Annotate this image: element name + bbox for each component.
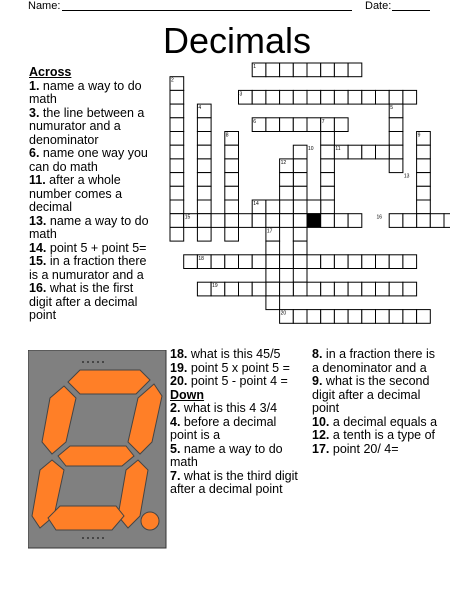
grid-cell[interactable] (293, 186, 307, 200)
grid-cell[interactable] (170, 186, 184, 200)
grid-cell[interactable] (252, 214, 266, 228)
grid-cell[interactable] (376, 255, 390, 269)
grid-cell[interactable] (184, 255, 198, 269)
grid-number: 7 (321, 118, 325, 125)
grid-cell[interactable] (293, 255, 307, 269)
clues-col2 (170, 348, 302, 497)
grid-cell[interactable] (225, 227, 239, 241)
grid-cell[interactable] (321, 282, 335, 296)
grid-number: 8 (225, 132, 229, 139)
grid-cell[interactable] (348, 310, 362, 324)
grid-cell[interactable] (362, 255, 376, 269)
grid-cell[interactable] (321, 255, 335, 269)
grid-cell[interactable] (293, 310, 307, 324)
grid-number: 1 (253, 64, 256, 70)
clue-text: what is the first digit after a decimal point (29, 281, 138, 322)
grid-cell[interactable] (417, 200, 431, 214)
grid-cell[interactable] (307, 200, 321, 214)
name-line[interactable] (62, 10, 352, 11)
grid-cell[interactable] (334, 118, 348, 132)
grid-cell[interactable] (170, 118, 184, 132)
grid-cell[interactable] (389, 255, 403, 269)
grid-cell[interactable] (197, 145, 211, 159)
grid-cell[interactable] (239, 282, 253, 296)
clue-number: 5. (170, 441, 181, 456)
grid-number: 16 (376, 214, 383, 221)
grid-cell[interactable] (389, 282, 403, 296)
grid-cell[interactable] (225, 214, 239, 228)
grid-cell[interactable] (376, 310, 390, 324)
clue-number: 2. (170, 401, 181, 415)
seven-segment-display-image (28, 350, 168, 550)
clue-number: 16. (29, 281, 47, 295)
grid-cell[interactable] (266, 63, 280, 77)
clue-15 (29, 255, 151, 282)
grid-cell[interactable] (170, 173, 184, 187)
grid-cell[interactable] (348, 90, 362, 104)
grid-cell[interactable] (225, 186, 239, 200)
grid-cell[interactable] (266, 90, 280, 104)
grid-cell[interactable] (197, 200, 211, 214)
clue-17 (312, 443, 442, 457)
grid-cell[interactable] (197, 282, 211, 296)
grid-cell[interactable] (389, 132, 403, 146)
date-label: Date: (365, 0, 392, 12)
grid-cell[interactable] (389, 145, 403, 159)
grid-number: 11 (335, 146, 341, 153)
grid-cell[interactable] (170, 90, 184, 104)
segment-bottom (48, 506, 124, 530)
grid-cell[interactable] (307, 310, 321, 324)
grid-number: 6 (253, 118, 256, 125)
grid-cell[interactable] (239, 255, 253, 269)
grid-cell[interactable] (293, 214, 307, 228)
grid-cell[interactable] (225, 159, 239, 173)
grid-cell[interactable] (362, 145, 376, 159)
grid-cell[interactable] (321, 145, 335, 159)
grid-cell[interactable] (197, 173, 211, 187)
grid-cell[interactable] (293, 200, 307, 214)
grid-cell[interactable] (376, 282, 390, 296)
clue-text: name one way you can do math (29, 146, 148, 174)
grid-cell[interactable] (334, 214, 348, 228)
grid-cell[interactable] (170, 132, 184, 146)
clue-19 (170, 362, 302, 376)
grid-cell[interactable] (307, 63, 321, 77)
clue-20 (170, 375, 302, 389)
page-title: Decimals (162, 20, 312, 61)
clue-number: 13. (29, 213, 47, 228)
grid-cell[interactable] (417, 145, 431, 159)
grid-cell[interactable] (389, 118, 403, 132)
grid-cell[interactable] (293, 63, 307, 77)
grid-number: 15 (184, 214, 191, 221)
grid-cell[interactable] (252, 282, 266, 296)
grid-cell[interactable] (307, 118, 321, 132)
grid-cell[interactable] (321, 159, 335, 173)
clue-text: what is this 45/5 (190, 347, 281, 361)
grid-number: 19 (212, 283, 218, 290)
grid-cell[interactable] (225, 200, 239, 214)
grid-cell[interactable] (293, 173, 307, 187)
grid-cell[interactable] (197, 132, 211, 146)
grid-cell[interactable] (170, 214, 184, 228)
grid-cell[interactable] (403, 310, 417, 324)
grid-cell[interactable] (225, 145, 239, 159)
grid-cell[interactable] (266, 269, 280, 283)
clue-number: 4. (170, 414, 181, 429)
clue-text: name a way to do math (29, 78, 142, 106)
grid-cell[interactable] (211, 214, 225, 228)
grid-cell[interactable] (334, 63, 348, 77)
clue-number: 3. (29, 105, 40, 120)
clue-11 (29, 174, 151, 215)
grid-number: 9 (417, 132, 421, 139)
clue-text: name a way to do math (29, 213, 149, 241)
grid-cell[interactable] (417, 310, 431, 324)
clue-text: point 5 + point 5= (49, 240, 147, 255)
segment-top (68, 370, 150, 394)
grid-cell[interactable] (321, 214, 335, 228)
grid-cell[interactable] (170, 159, 184, 173)
clue-number: 14. (29, 240, 47, 255)
grid-cell[interactable] (280, 90, 294, 104)
grid-cell[interactable] (293, 269, 307, 283)
grid-cell[interactable] (197, 159, 211, 173)
clue-number: 18. (170, 347, 188, 361)
grid-number: 14 (253, 201, 259, 207)
clue-number: 15. (29, 254, 47, 268)
grid-cell[interactable] (280, 214, 294, 228)
grid-cell[interactable] (417, 159, 431, 173)
down-clues-col3 (312, 348, 442, 456)
grid-cell[interactable] (334, 255, 348, 269)
clue-1 (29, 80, 151, 107)
grid-number: 2 (171, 77, 174, 84)
grid-cell[interactable] (170, 104, 184, 118)
clue-text: point 20/ 4= (332, 441, 399, 456)
clue-number: 7. (170, 468, 181, 483)
grid-cell[interactable] (293, 118, 307, 132)
grid-cell[interactable] (252, 90, 266, 104)
clue-9 (312, 375, 442, 416)
grid-cell[interactable] (280, 282, 294, 296)
grid-cell[interactable] (293, 90, 307, 104)
clue-14 (29, 242, 151, 256)
grid-cell[interactable] (266, 296, 280, 310)
decimal-point (141, 512, 159, 530)
clue-text: the line between a numurator and a denominator (29, 105, 145, 147)
grid-cell[interactable] (444, 214, 450, 228)
grid-cell[interactable] (403, 214, 417, 228)
grid-cell[interactable] (417, 173, 431, 187)
grid-cell[interactable] (197, 118, 211, 132)
grid-cell[interactable] (362, 90, 376, 104)
grid-number: 17 (266, 228, 273, 235)
clue-text: name a way to do math (170, 441, 283, 469)
clue-10 (312, 416, 442, 430)
grid-cell[interactable] (321, 63, 335, 77)
grid-cell[interactable] (293, 227, 307, 241)
grid-cell[interactable] (334, 90, 348, 104)
clue-number: 6. (29, 146, 40, 160)
clue-text: what is this 4 3/4 (183, 401, 278, 415)
grid-cell[interactable] (280, 63, 294, 77)
clue-text: what is the second digit after a decimal point (312, 374, 430, 415)
grid-cell[interactable] (266, 200, 280, 214)
grid-cell[interactable] (225, 173, 239, 187)
grid-cell[interactable] (266, 241, 280, 255)
grid-cell[interactable] (376, 90, 390, 104)
clue-number: 17. (312, 441, 330, 456)
grid-cell[interactable] (211, 255, 225, 269)
grid-cell[interactable] (362, 310, 376, 324)
grid-cell[interactable] (307, 255, 321, 269)
clue-4 (170, 416, 302, 443)
clue-18 (170, 348, 302, 362)
clue-number: 1. (29, 78, 40, 93)
clue-text: a tenth is a type of (332, 428, 436, 442)
name-label: Name: (28, 0, 61, 12)
grid-cell[interactable] (197, 186, 211, 200)
clue-number: 8. (312, 347, 323, 361)
grid-cell[interactable] (266, 214, 280, 228)
crossword-grid (160, 60, 450, 340)
clue-7 (170, 470, 302, 497)
black-square (307, 214, 321, 228)
grid-cell[interactable] (417, 214, 431, 228)
clue-text: point 5 x point 5 = (190, 360, 290, 375)
across-clues-col1 (29, 66, 151, 323)
clue-number: 20. (170, 374, 188, 388)
clue-number: 9. (312, 374, 323, 388)
grid-cell[interactable] (266, 255, 280, 269)
clue-text: in a fraction there is a denominator and a (312, 347, 436, 375)
grid-cell[interactable] (293, 241, 307, 255)
grid-number: 4 (198, 105, 202, 112)
clue-5 (170, 443, 302, 470)
clue-number: 11. (29, 173, 46, 187)
grid-cell[interactable] (280, 200, 294, 214)
grid-number: 3 (239, 91, 243, 98)
grid-cell[interactable] (376, 145, 390, 159)
grid-cell[interactable] (403, 90, 417, 104)
grid-cell[interactable] (280, 255, 294, 269)
clue-16 (29, 282, 151, 323)
grid-cell[interactable] (334, 282, 348, 296)
grid-cell[interactable] (430, 214, 444, 228)
grid-cell[interactable] (389, 310, 403, 324)
clue-text: before a decimal point is a (170, 414, 277, 442)
down-heading: Down (170, 387, 205, 402)
clue-text: what is the third digit after a decimal point (170, 468, 298, 496)
grid-cell[interactable] (225, 255, 239, 269)
grid-cell[interactable] (170, 145, 184, 159)
grid-cell[interactable] (321, 173, 335, 187)
grid-cell[interactable] (239, 214, 253, 228)
grid-cell[interactable] (321, 186, 335, 200)
grid-cell[interactable] (170, 227, 184, 241)
across-heading: Across (29, 65, 72, 79)
grid-cell[interactable] (348, 214, 362, 228)
clue-text: in a fraction there is a numurator and a (29, 254, 147, 282)
grid-cell[interactable] (321, 200, 335, 214)
grid-number: 13 (403, 173, 410, 180)
grid-cell[interactable] (403, 255, 417, 269)
grid-cell[interactable] (334, 310, 348, 324)
grid-cell[interactable] (293, 159, 307, 173)
clue-6 (29, 147, 151, 174)
grid-cell[interactable] (389, 159, 403, 173)
clue-2 (170, 402, 302, 416)
clue-13 (29, 215, 151, 242)
grid-cell[interactable] (362, 282, 376, 296)
grid-cell[interactable] (348, 145, 362, 159)
grid-cell[interactable] (225, 282, 239, 296)
clue-text: after a whole number comes a decimal (29, 173, 123, 214)
grid-number: 20 (280, 310, 287, 317)
clue-12 (312, 429, 442, 443)
grid-cell[interactable] (266, 118, 280, 132)
grid-cell[interactable] (197, 214, 211, 228)
segment-middle (58, 446, 134, 466)
clue-number: 19. (170, 360, 188, 375)
grid-cell[interactable] (280, 186, 294, 200)
grid-cell[interactable] (170, 200, 184, 214)
clue-text: a decimal equals a (332, 414, 438, 429)
grid-cell[interactable] (321, 132, 335, 146)
grid-cell[interactable] (307, 282, 321, 296)
grid-cell[interactable] (321, 310, 335, 324)
grid-cell[interactable] (348, 63, 362, 77)
grid-cell[interactable] (389, 90, 403, 104)
grid-number: 18 (198, 255, 204, 262)
grid-cell[interactable] (389, 214, 403, 228)
grid-cell[interactable] (321, 90, 335, 104)
grid-cell[interactable] (266, 282, 280, 296)
grid-cell[interactable] (348, 282, 362, 296)
grid-cell[interactable] (280, 118, 294, 132)
clue-8 (312, 348, 442, 375)
grid-cell[interactable] (348, 255, 362, 269)
grid-cell[interactable] (280, 173, 294, 187)
grid-cell[interactable] (197, 227, 211, 241)
grid-number: 10 (308, 146, 314, 153)
clue-number: 12. (312, 428, 330, 442)
grid-cell[interactable] (252, 255, 266, 269)
clue-3 (29, 107, 151, 148)
grid-cell[interactable] (417, 186, 431, 200)
grid-cell[interactable] (307, 90, 321, 104)
grid-number: 12 (280, 159, 287, 166)
clue-number: 10. (312, 414, 330, 429)
clue-text: point 5 - point 4 = (190, 374, 288, 388)
grid-cell[interactable] (403, 282, 417, 296)
grid-cell[interactable] (293, 145, 307, 159)
grid-number: 5 (390, 105, 393, 112)
grid-cell[interactable] (293, 282, 307, 296)
date-line[interactable] (392, 10, 430, 11)
